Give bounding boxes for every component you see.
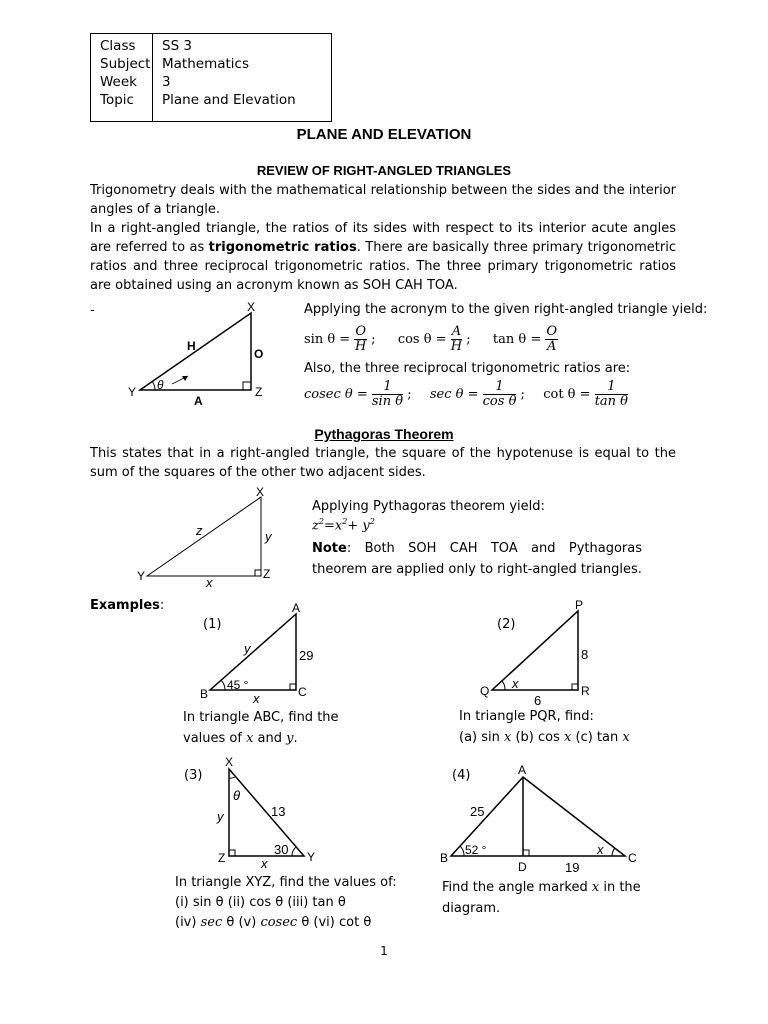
intro-text-b: . There are basically three primary trigonometric ratios and three reciprocal trigonometric ratios. The three primary trigonometric ratios are obtained using an acronym known as SOH CAH TOA. (90, 240, 676, 293)
question-line-1: In triangle XYZ, find the values of: (175, 875, 397, 890)
note-paragraph (312, 538, 642, 580)
info-value: Mathematics (162, 56, 249, 72)
vertex-c: C (628, 851, 637, 865)
label-adjacent: A (194, 394, 203, 408)
pythagoras-apply: Applying Pythagoras theorem yield: (312, 499, 545, 514)
label-hypotenuse: H (187, 339, 196, 353)
vertex-c: C (298, 685, 307, 699)
vertex-x: X (225, 755, 234, 769)
cosec-fraction (372, 380, 403, 406)
angle-label: 45 ° (227, 678, 249, 692)
example-2-question (459, 706, 630, 748)
label-x: x (206, 575, 213, 590)
primary-ratios (304, 322, 558, 358)
q-text: in the (599, 880, 641, 895)
eq-x-exp: 2 (342, 517, 348, 526)
label-y: y (265, 529, 272, 544)
cos-num: A (451, 324, 462, 339)
note-text: : Both SOH CAH TOA and Pythagoras theorem are applied only to right-angled triangles. (312, 541, 642, 577)
cos-den: H (450, 339, 463, 354)
eq-y: y (362, 518, 370, 534)
eq-equals: = (323, 518, 335, 534)
vertex-z: Z (263, 567, 271, 581)
cos-fraction (451, 325, 462, 354)
angle-x-label: x (597, 842, 604, 857)
sec-den: cos θ (482, 394, 517, 406)
label-theta: θ (157, 378, 164, 392)
vertex-z: Z (218, 851, 226, 865)
side-dc-label: 19 (565, 860, 580, 875)
info-row-class (91, 34, 332, 56)
label-opposite: O (254, 347, 264, 361)
vertex-b: B (200, 687, 209, 701)
side-y-label: y (217, 809, 224, 824)
right-angle-mark (243, 382, 251, 390)
reciprocal-text: Also, the three reciprocal trigonometric ratios are: (304, 361, 631, 376)
examples-heading (90, 596, 164, 615)
review-heading: REVIEW OF RIGHT-ANGLED TRIANGLES (256, 163, 512, 178)
question-line-2: (i) sin θ (ii) cos θ (iii) tan θ (175, 895, 346, 910)
info-label: Subject (91, 55, 153, 73)
eq-y-exp: 2 (369, 517, 375, 526)
cosec-num: 1 (372, 380, 403, 395)
q-text: Find the angle marked (442, 880, 592, 895)
question-line-2 (459, 727, 630, 748)
q-part: (iv) (175, 915, 201, 930)
vertex-x: X (247, 300, 256, 314)
cos-sep: ; (466, 332, 471, 347)
cot-lhs: cot θ = (543, 387, 591, 402)
question-line-1 (442, 877, 641, 898)
sin-fraction (354, 325, 367, 354)
note-label: Note (312, 541, 347, 556)
sin-den: H (354, 339, 367, 354)
q-end: . (293, 731, 298, 746)
question-line-1: In triangle PQR, find: (459, 709, 594, 724)
q-part: θ (vi) cot θ (297, 915, 372, 930)
q-part-a: (a) sin (459, 730, 504, 745)
eq-z-exp: 2 (318, 517, 324, 526)
q-var-y: y (286, 731, 294, 746)
q-var-x: x (246, 731, 254, 746)
examples-colon: : (159, 598, 165, 613)
angle-label: 52 ° (465, 843, 487, 857)
side-pr-label: 8 (581, 647, 589, 662)
dash-mark: - (90, 303, 95, 318)
q-part: θ (v) (222, 915, 261, 930)
cot-fraction (595, 380, 628, 406)
q-text: values of (183, 731, 247, 746)
sec-lhs: sec θ = (429, 387, 479, 402)
eq-plus: + (347, 518, 363, 534)
tan-den: A (547, 339, 557, 354)
sin-lhs: sin θ = (304, 332, 351, 347)
sec-num: 1 (483, 380, 517, 395)
info-row-subject (91, 55, 332, 73)
cos-lhs: cos θ = (397, 332, 447, 347)
sin-sep: ; (371, 332, 376, 347)
side-y-label: y (244, 641, 251, 656)
vertex-y: Y (137, 569, 146, 583)
cot-num: 1 (595, 380, 628, 395)
intro-bold-term: trigonometric ratios (208, 240, 357, 255)
tan-num: O (546, 324, 558, 339)
vertex-a: A (518, 763, 527, 777)
example-2-number: (2) (497, 617, 516, 632)
pythagoras-text: This states that in a right-angled triangle, the square of the hypotenuse is equal to the sum of the squares of the other two adjacent sides. (90, 446, 676, 480)
intro-paragraph-2 (90, 219, 676, 295)
page-number: 1 (380, 944, 388, 958)
sec-fraction (483, 380, 517, 406)
vertex-b: B (440, 851, 449, 865)
example-4-number: (4) (452, 768, 471, 783)
vertex-x: X (256, 485, 265, 499)
q-var: x (622, 730, 630, 745)
question-line-1: In triangle ABC, find the (183, 710, 339, 725)
info-value: SS 3 (162, 38, 193, 54)
label-z: z (196, 523, 203, 538)
angle-arc (221, 680, 225, 690)
angle-arc (292, 847, 296, 856)
question-line-3 (175, 913, 397, 933)
q-var: x (591, 880, 600, 895)
reciprocal-ratios (304, 380, 628, 406)
example-1-question (183, 707, 339, 749)
angle-arc (502, 681, 505, 690)
intro-text-a: In a right-angled triangle, the ratios of its sides with respect to its interior acute angles are referred to as (90, 221, 676, 255)
info-value: Plane and Elevation (162, 92, 296, 108)
angle-arc-b (460, 846, 464, 856)
examples-label: Examples (90, 598, 160, 613)
triangle-abc (210, 614, 296, 690)
side-qr-label: 6 (534, 693, 542, 708)
vertex-z: Z (255, 385, 263, 399)
cot-den: tan θ (594, 394, 628, 406)
right-angle-mark (290, 684, 296, 690)
sec-sep: ; (520, 387, 525, 402)
angle-arc-c (612, 848, 615, 856)
vertex-d: D (518, 860, 527, 874)
triangle-2-shape (147, 497, 261, 576)
cosec-den: sin θ (371, 394, 404, 406)
q-and: and (253, 731, 287, 746)
q-part-b: (b) cos (511, 730, 565, 745)
q-var: x (504, 730, 512, 745)
angle-x-label: x (512, 676, 519, 691)
q-part-c: (c) tan (571, 730, 623, 745)
right-angle-mark (229, 850, 235, 856)
tan-lhs: tan θ = (492, 332, 542, 347)
vertex-r: R (581, 684, 590, 698)
acronym-text: Applying the acronym to the given right-angled triangle yield: (304, 302, 708, 317)
side-ab-label: 25 (470, 804, 485, 819)
info-table (90, 33, 332, 122)
right-angle-mark (255, 570, 261, 576)
angle-label: 30 (274, 842, 289, 857)
intro-paragraph-1: Trigonometry deals with the mathematical relationship between the sides and the interior angles of a triangle. (90, 183, 676, 217)
vertex-q: Q (480, 684, 490, 698)
sin-num: O (355, 324, 366, 339)
eq-z: z (312, 518, 319, 534)
question-line-2 (183, 728, 339, 749)
pythagoras-equation (312, 517, 375, 533)
theta-arc (229, 777, 235, 778)
triangle-xyz (229, 769, 304, 856)
side-x-label: x (253, 691, 260, 706)
vertex-y: Y (307, 850, 316, 864)
eq-x: x (334, 518, 343, 534)
info-row-topic (91, 91, 332, 122)
example-4-question (442, 877, 641, 919)
cosec-sep: ; (407, 387, 412, 402)
side-ac-label: 29 (299, 648, 314, 663)
example-3-question (175, 873, 397, 933)
page-title: PLANE AND ELEVATION (296, 126, 472, 143)
vertex-p: P (575, 598, 584, 612)
theta-label: θ (233, 788, 241, 803)
info-label: Topic (91, 91, 153, 122)
info-label: Week (91, 73, 153, 91)
q-func: sec (200, 915, 223, 930)
pythagoras-heading: Pythagoras Theorem (314, 426, 454, 442)
right-angle-mark (572, 684, 578, 690)
info-label: Class (91, 34, 153, 56)
hypotenuse-label: 13 (271, 804, 286, 819)
question-line-2: diagram. (442, 901, 501, 916)
angle-arc (152, 381, 155, 390)
tan-fraction (545, 325, 558, 354)
vertex-y: Y (128, 385, 137, 399)
side-x-label: x (261, 856, 268, 871)
right-angle-mark (523, 850, 529, 856)
cosec-lhs: cosec θ = (304, 387, 368, 402)
q-var: x (564, 730, 572, 745)
q-func: cosec (260, 915, 298, 930)
info-value: 3 (162, 74, 171, 90)
info-row-week (91, 73, 332, 91)
example-1-number: (1) (203, 617, 222, 632)
vertex-a: A (292, 601, 301, 615)
example-3-number: (3) (184, 768, 203, 783)
